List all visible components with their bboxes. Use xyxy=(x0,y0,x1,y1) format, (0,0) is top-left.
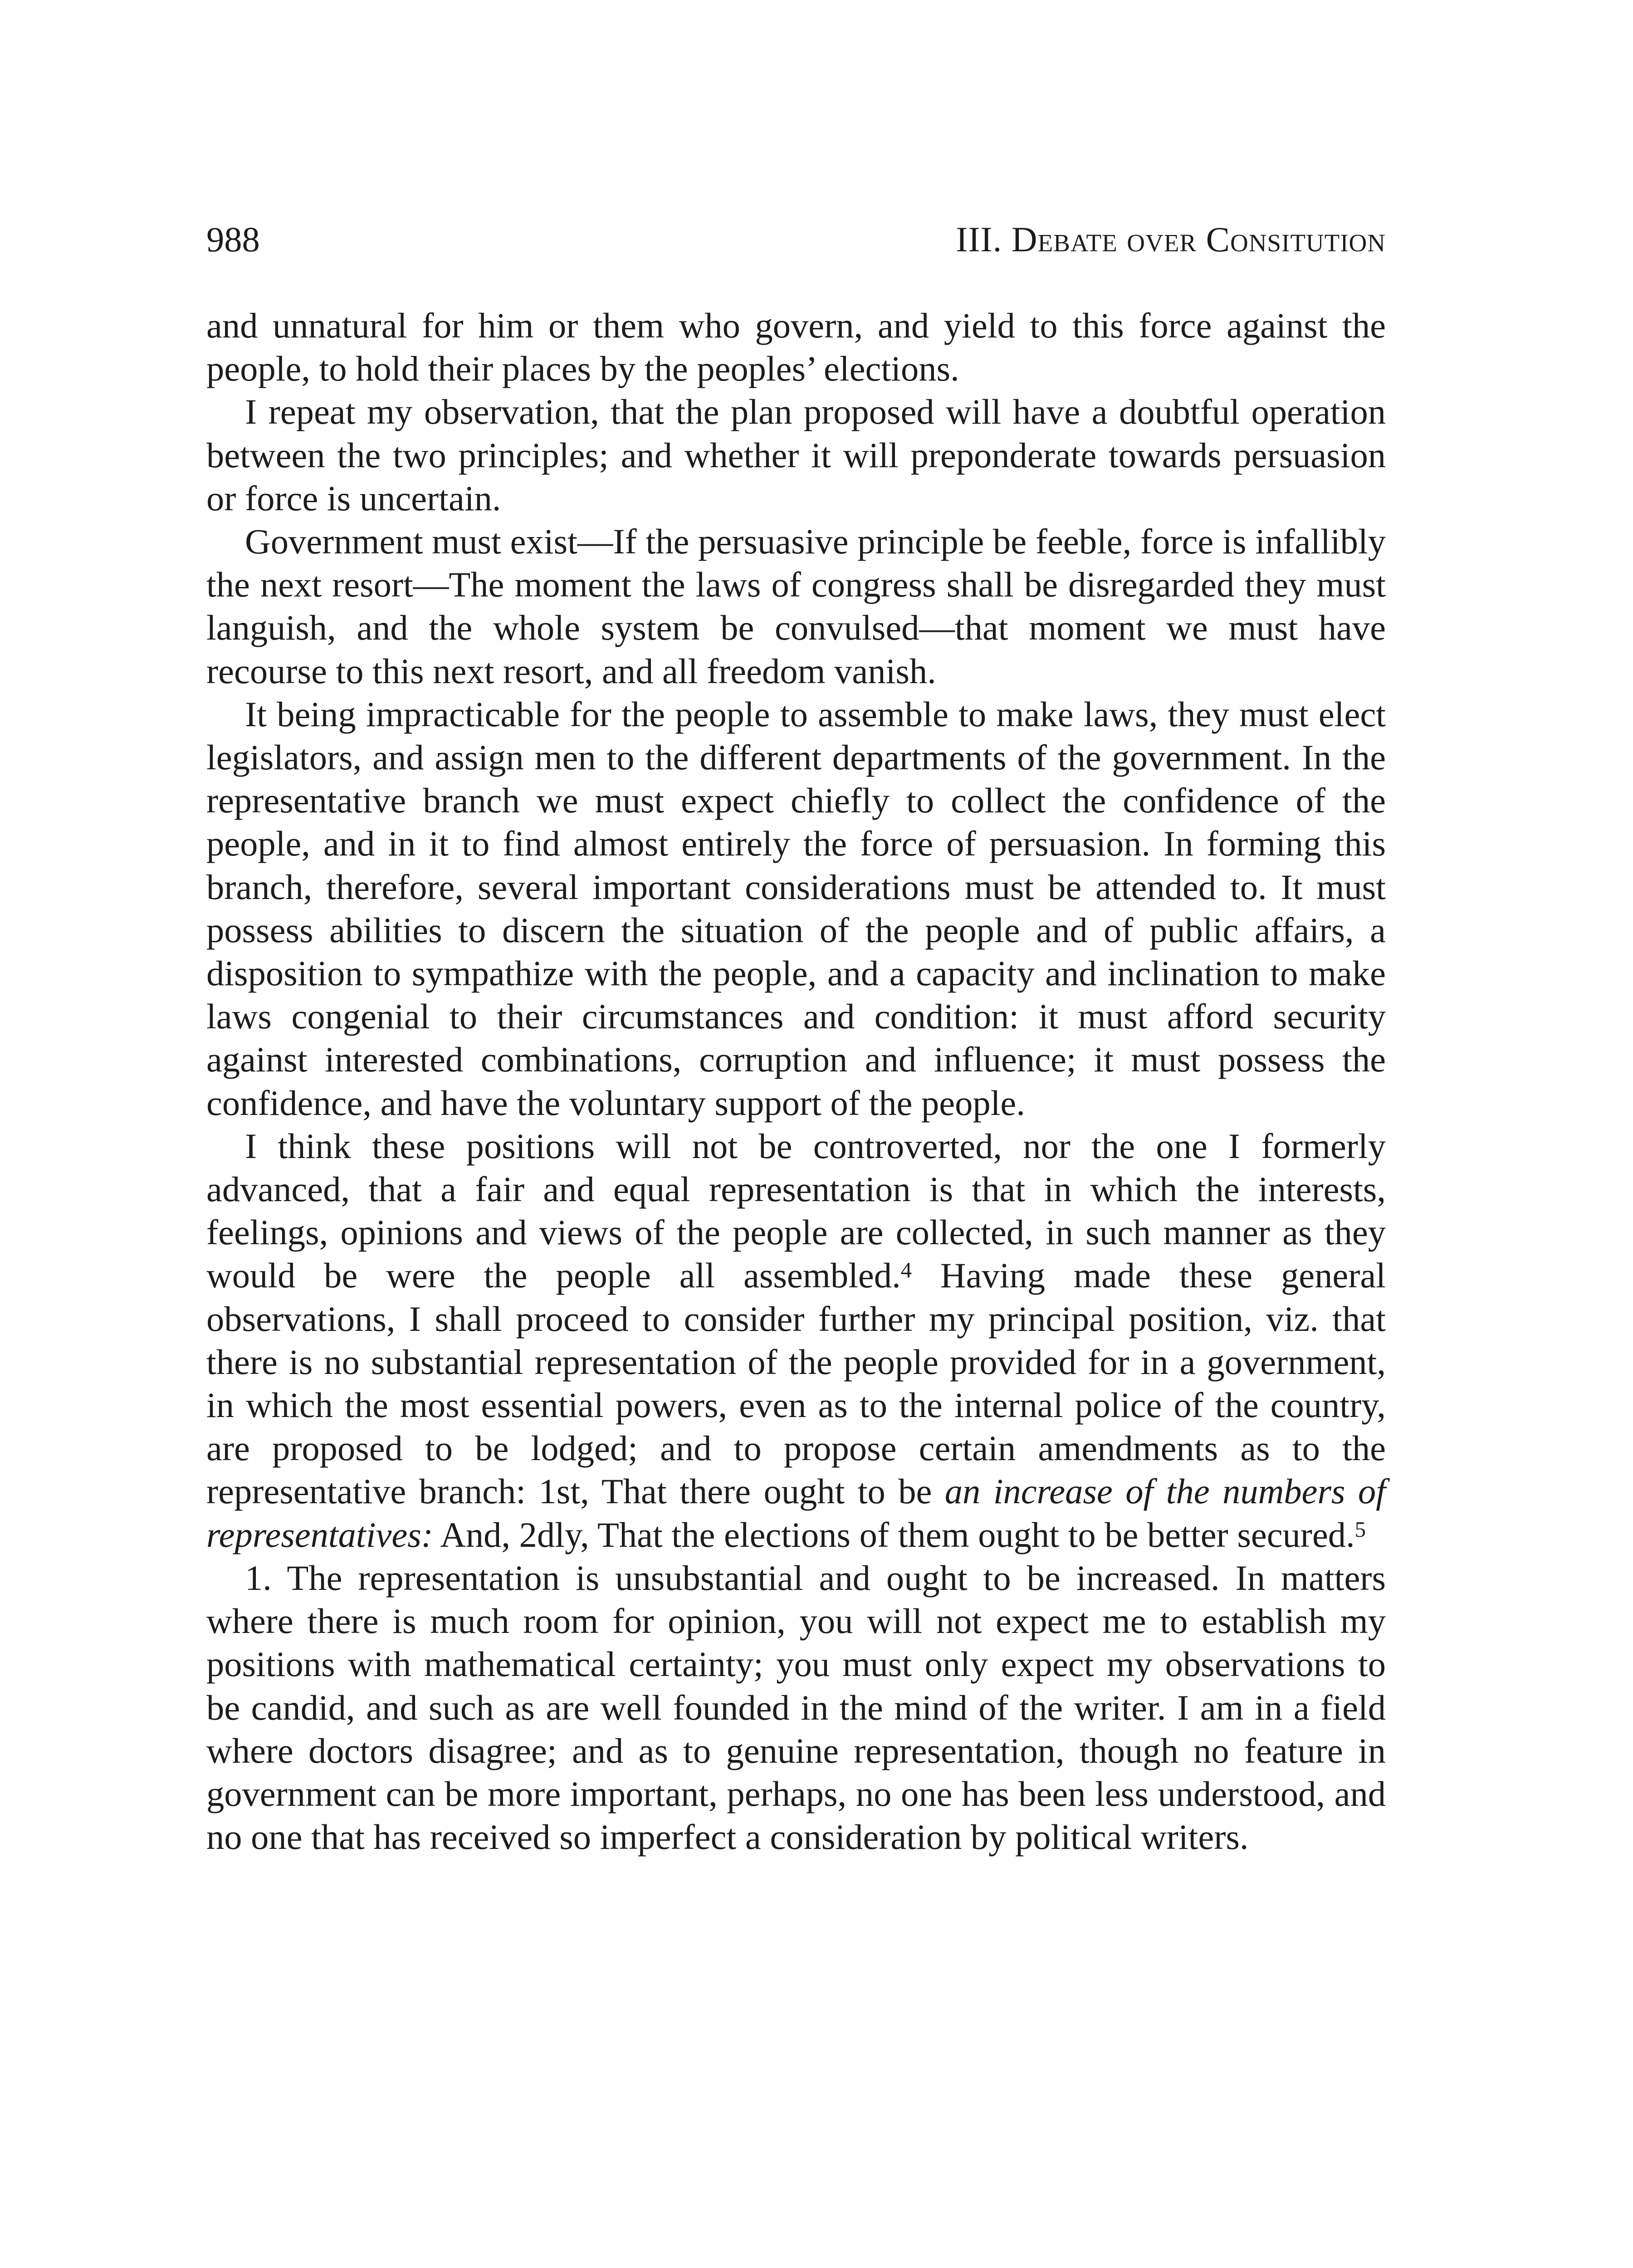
paragraph-text: Having made these general observations, I shall proceed to consider further my principal position, viz. that there is no substantial representation of the people provided for in a government, in which the most essential powers, even as to the internal police of the country, are proposed to be lodged; and to propose certain amendments as to the representative branch: 1st, That there ought to be xyxy=(206,1256,1386,1511)
paragraph: Government must exist—If the persuasive principle be feeble, force is infallibly the next resort—The moment the laws of congress shall be disregarded they must languish, and the whole system be convulsed—that moment we must have recourse to this next resort, and all freedom vanish. xyxy=(206,522,1386,691)
emphasis-text: an increase of the numbers of representatives: xyxy=(206,1471,1386,1554)
footnote-marker: 4 xyxy=(900,1258,912,1283)
paragraph xyxy=(206,1124,1386,1556)
paragraph-continuation: and unnatural for him or them who govern, and yield to this force against the people, to hold their places by the peoples’ elections. xyxy=(206,306,1386,389)
running-head xyxy=(206,218,1386,261)
page-number: 988 xyxy=(206,220,260,259)
paragraph-text: And, 2dly, That the elections of them ought to be better secured. xyxy=(433,1515,1355,1554)
paragraph-text: I think these positions will not be controverted, nor the one I formerly advanced, that a fair and equal representation is that in which the interests, feelings, opinions and views of the people are collected, in such manner as they would be were the people all assembled. xyxy=(206,1126,1386,1295)
footnote-marker: 5 xyxy=(1354,1517,1366,1542)
section-title: III. Debate over Consitution xyxy=(956,220,1386,259)
paragraph: 1. The representation is unsubstantial and ought to be increased. In matters where there is much room for opinion, you will not expect me to establish my positions with mathematical certainty; you must only expect my observations to be candid, and such as are well founded in the mind of the writer. I am in a field where doctors disagree; and as to genuine representation, though no feature in government can be more important, perhaps, no one has been less understood, and no one that has received so imperfect a consideration by political writers. xyxy=(206,1558,1386,1857)
body-text xyxy=(206,304,1386,1858)
paragraph: I repeat my observation, that the plan proposed will have a doubtful operation between the two principles; and whether it will preponderate towards persuasion or force is uncertain. xyxy=(206,392,1386,518)
paragraph: It being impracticable for the people to assemble to make laws, they must elect legislators, and assign men to the different departments of the government. In the representative branch we must expect chiefly to collect the confidence of the people, and in it to find almost entirely the force of persuasion. In forming this branch, therefore, several important considerations must be attended to. It must possess abilities to discern the situation of the people and of public affairs, a disposition to sympathize with the people, and a capacity and inclination to make laws congenial to their circumstances and condition: it must afford security against interested combinations, corruption and influence; it must possess the confidence, and have the voluntary support of the people. xyxy=(206,694,1386,1123)
